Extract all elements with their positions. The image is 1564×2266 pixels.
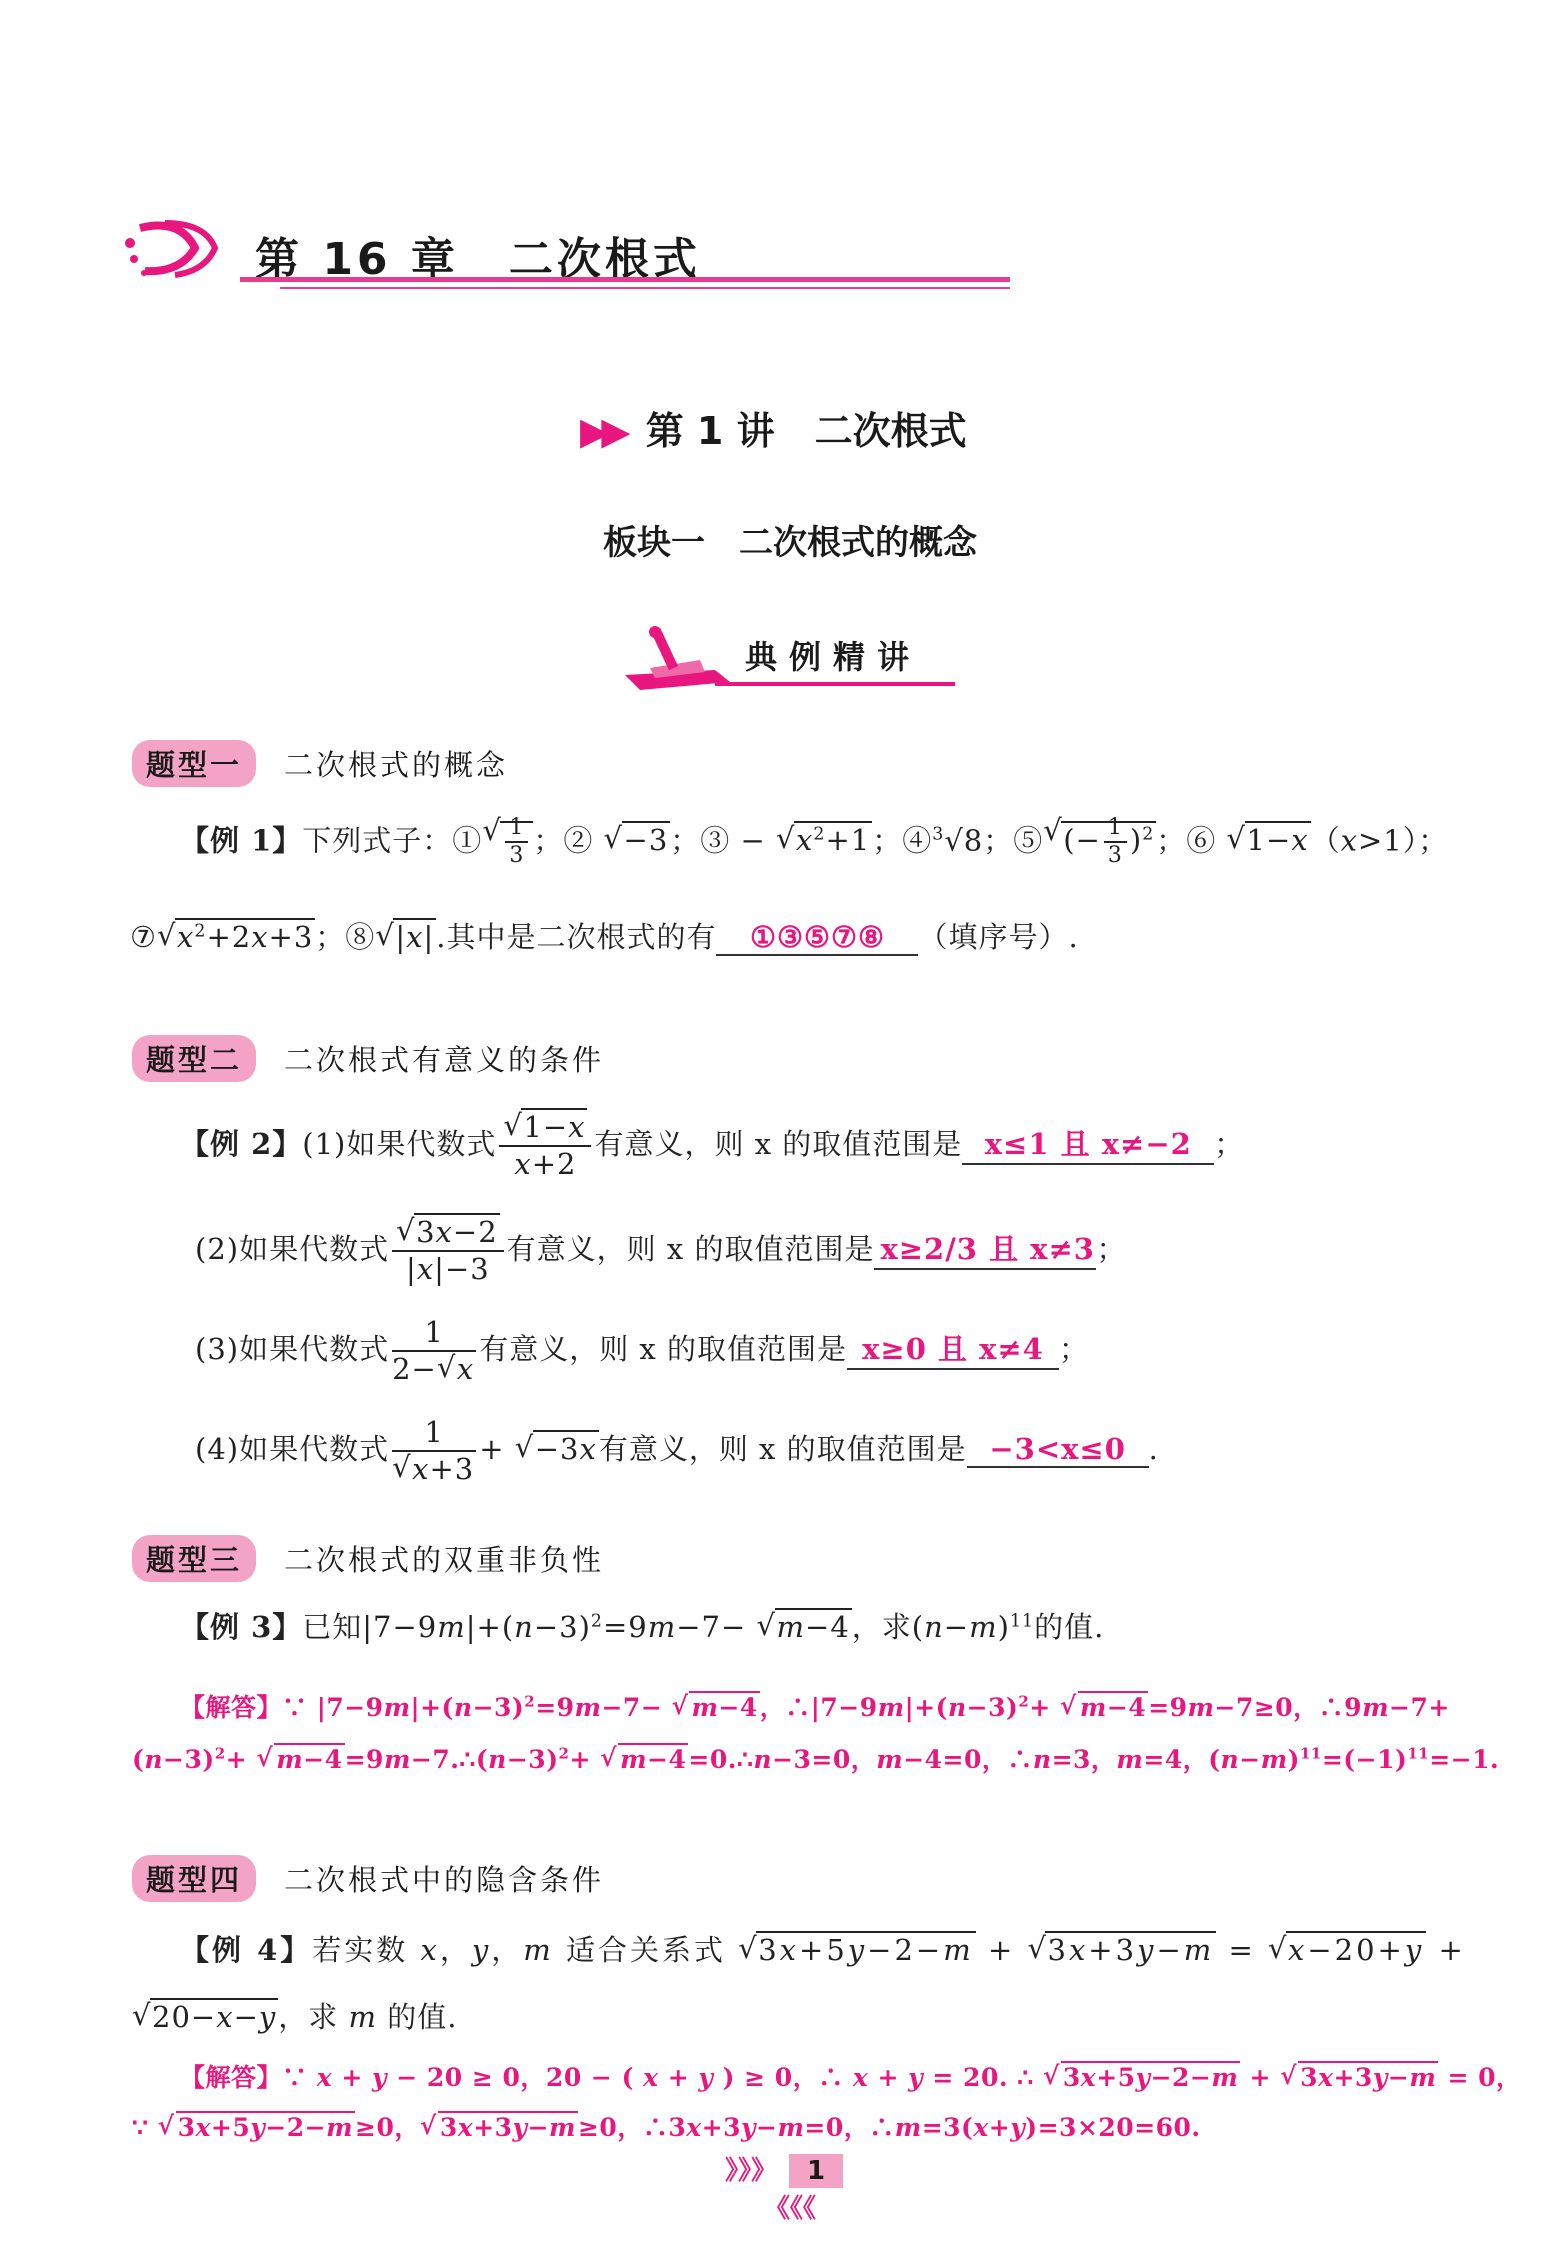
right-arrows-icon: 《《《 — [763, 2194, 816, 2224]
example-1-answer: ①③⑤⑦⑧ — [716, 920, 918, 956]
example-2-answer-3: x≥0 且 x≠4 — [847, 1327, 1059, 1370]
example-3-question: 【例 3】已知$|7-9m|+(n-3)^2=9m-7-$ √ m−4，求$(n-m)^{11}$的值. — [180, 1605, 1104, 1646]
example-3-solution-line-1: 【解答】∵ $|7-9m|+(n-3)^2=9m-7-$ √ m−4，$\therefore|7-9m|+(n-3)^2+$ √ m−4=9m−7≥0，∴9m−7+ — [180, 1688, 1450, 1724]
example-2-answer-1: x≤1 且 x≠−2 — [962, 1122, 1214, 1165]
double-arrow-icon: ▶▶ — [580, 409, 623, 453]
chapter-title: 第 16 章 二次根式 — [255, 234, 701, 285]
classic-label: 典例精讲 — [745, 638, 922, 676]
classic-examples-banner — [620, 620, 960, 700]
type-badge: 题型二 — [132, 1035, 256, 1082]
example-2-answer-2: x≥2/3 且 x≠3 — [874, 1227, 1096, 1270]
example-4-question-line-2: √ 20−x−y，求 m 的值. — [132, 1995, 457, 2036]
question-type-1 — [132, 740, 508, 787]
example-4-solution-line-1: 【解答】∵ x + y − 20 ≥ 0，20 − ( x + y ) ≥ 0，∴ x + y = 20. ∴ √ 3x+5y−2−m + √ 3x+3y−m = 0， — [180, 2058, 1522, 2094]
example-2-part-3: (3)如果代数式 $\frac{1}{2-√ x}$ 有意义，则 x 的取值范围是 x≥0 且 x≠4 ； — [195, 1315, 1089, 1387]
chapter-header — [120, 205, 900, 295]
classic-underline — [715, 682, 955, 686]
chapter-rule — [240, 277, 1010, 282]
page-number: 1 — [789, 2154, 843, 2188]
page-footer — [700, 2150, 880, 2224]
example-3-solution-line-2: $(n-3)^2+$ √ $m-4=9m-7.\therefore(n-3)^2+$ √ m−4=0.∴n−3=0，m−4=0，∴n=3，m=4，$(n-m)^{11}=(-1)^{11}=-1$. — [132, 1740, 1499, 1776]
type-name: 二次根式的概念 — [284, 748, 509, 782]
type-badge: 题型一 — [132, 740, 256, 787]
left-arrows-icon: 》》》 — [724, 2156, 777, 2186]
question-type-3 — [132, 1535, 604, 1582]
chapter-logo-icon — [120, 213, 230, 283]
example-2-answer-4: −3<x≤0 — [967, 1432, 1149, 1468]
type-badge: 题型四 — [132, 1855, 256, 1902]
example-1-line-1: 【例 1】下列式子：① √ $\frac{1}{3}$ ；② √ −3；③ − √ $x^2+1$；④$^3$√8；⑤√ (− $\frac{1}{3}$ )$^2$；⑥ √ 1−x（x>1）； — [180, 815, 1448, 870]
lectern-icon — [620, 620, 730, 695]
example-2-part-4: (4)如果代数式 1 √ x+3 + √ −3x有意义，则 x 的取值范围是 −3<x≤0 . — [195, 1415, 1159, 1487]
question-type-2 — [132, 1035, 604, 1082]
example-2-part-2: (2)如果代数式 √ $\frac{3x-2}{|x|-3}$ 有意义，则 x 的取值范围是 x≥2/3 且 x≠3； — [195, 1215, 1126, 1287]
example-2-part-1: 【例 2】(1)如果代数式 √ $\frac{1-x}{x+2}$ 有意义，则 x 的取值范围是 x≤1 且 x≠−2 ； — [180, 1110, 1244, 1182]
type-name: 二次根式中的隐含条件 — [284, 1863, 605, 1897]
type-badge: 题型三 — [132, 1535, 256, 1582]
question-type-4 — [132, 1855, 604, 1902]
type-name: 二次根式有意义的条件 — [284, 1043, 605, 1077]
example-4-question-line-1: 【例 4】若实数 x，y，m 适合关系式 √ 3x+5y−2−m + √ 3x+3y−m = √ x−20+y + — [180, 1928, 1466, 1969]
example-4-solution-line-2: ∵ √ 3x+5y−2−m≥0，√ 3x+3y−m≥0，∴3x+3y−m=0，∴m=3(x+y)=3×20=60. — [132, 2108, 1201, 2144]
type-name: 二次根式的双重非负性 — [284, 1543, 605, 1577]
example-1-line-2: ⑦√ $x^2+2x+3$；⑧√ |x|.其中是二次根式的有 ①③⑤⑦⑧ （填序号）. — [130, 915, 1079, 956]
lecture-title: ▶▶ 第 1 讲 二次根式 — [580, 409, 967, 453]
section-title: 板块一 二次根式的概念 — [603, 523, 977, 563]
chapter-rule-thin — [280, 287, 1010, 289]
